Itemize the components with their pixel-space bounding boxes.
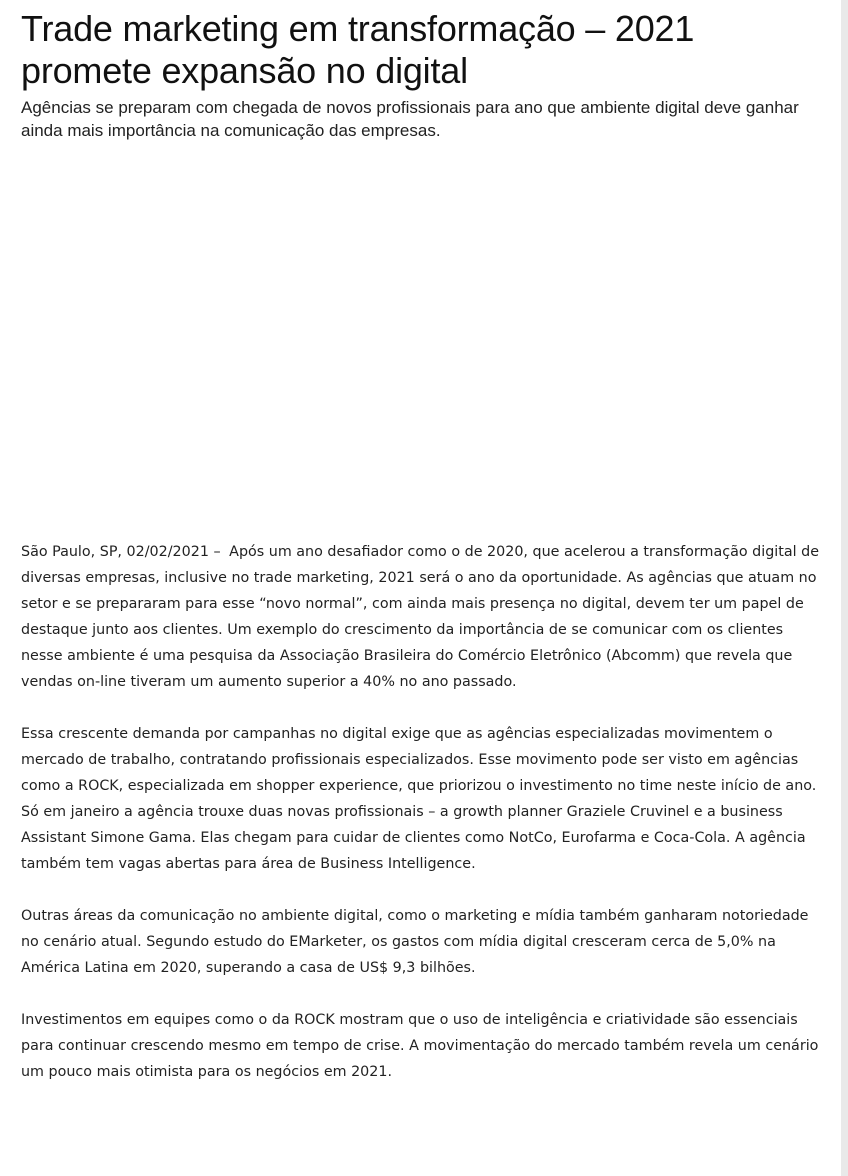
paragraph: Outras áreas da comunicação no ambiente digital, como o marketing e mídia também ganharam notoriedade no cenário atual. Segundo estudo do EMarketer, os gastos com mídia digital cresceram cerca de 5,0% na América Latina em 2020, superando a casa de US$ 9,3 bilhões. (21, 908, 809, 976)
paragraph (21, 539, 821, 695)
media-placeholder (21, 142, 821, 539)
article (21, 0, 821, 1111)
article-title: Trade marketing em transformação – 2021 promete expansão no digital (21, 8, 695, 91)
paragraph: Investimentos em equipes como o da ROCK mostram que o uso de inteligência e criatividade são essenciais para continuar crescendo mesmo em tempo de crise. A movimentação do mercado também revela um cenário um pouco mais otimista para os negócios em 2021. (21, 1012, 819, 1080)
paragraph: Essa crescente demanda por campanhas no digital exige que as agências especializadas movimentem o mercado de trabalho, contratando profissionais especializados. Esse movimento pode ser visto em agências como a ROCK, especializada em shopper experience, que priorizou o investimento no time neste início de ano. Só em janeiro a agência trouxe duas novas profissionais – a growth planner Graziele Cruvinel e a business Assistant Simone Gama. Elas chegam para cuidar de clientes como NotCo, Eurofarma e Coca-Cola. A agência também tem vagas abertas para área de Business Intelligence. (21, 726, 817, 872)
dateline: São Paulo, SP, 02/02/2021 – (21, 544, 221, 560)
scrollbar-track[interactable] (841, 0, 848, 1176)
article-body (21, 539, 821, 1085)
paragraph-text: Após um ano desafiador como o de 2020, que acelerou a transformação digital de diversas empresas, inclusive no trade marketing, 2021 será o ano da oportunidade. As agências que atuam no setor e se prepararam para esse “novo normal”, com ainda mais presença no digital, devem ter um papel de destaque junto aos clientes. Um exemplo do crescimento da importância de se comunicar com os clientes nesse ambiente é uma pesquisa da Associação Brasileira do Comércio Eletrônico (Abcomm) que revela que vendas on-line tiveram um aumento superior a 40% no ano passado. (21, 544, 820, 690)
article-subtitle: Agências se preparam com chegada de novos profissionais para ano que ambiente digital deve ganhar ainda mais importância na comunicação das empresas. (21, 98, 799, 140)
